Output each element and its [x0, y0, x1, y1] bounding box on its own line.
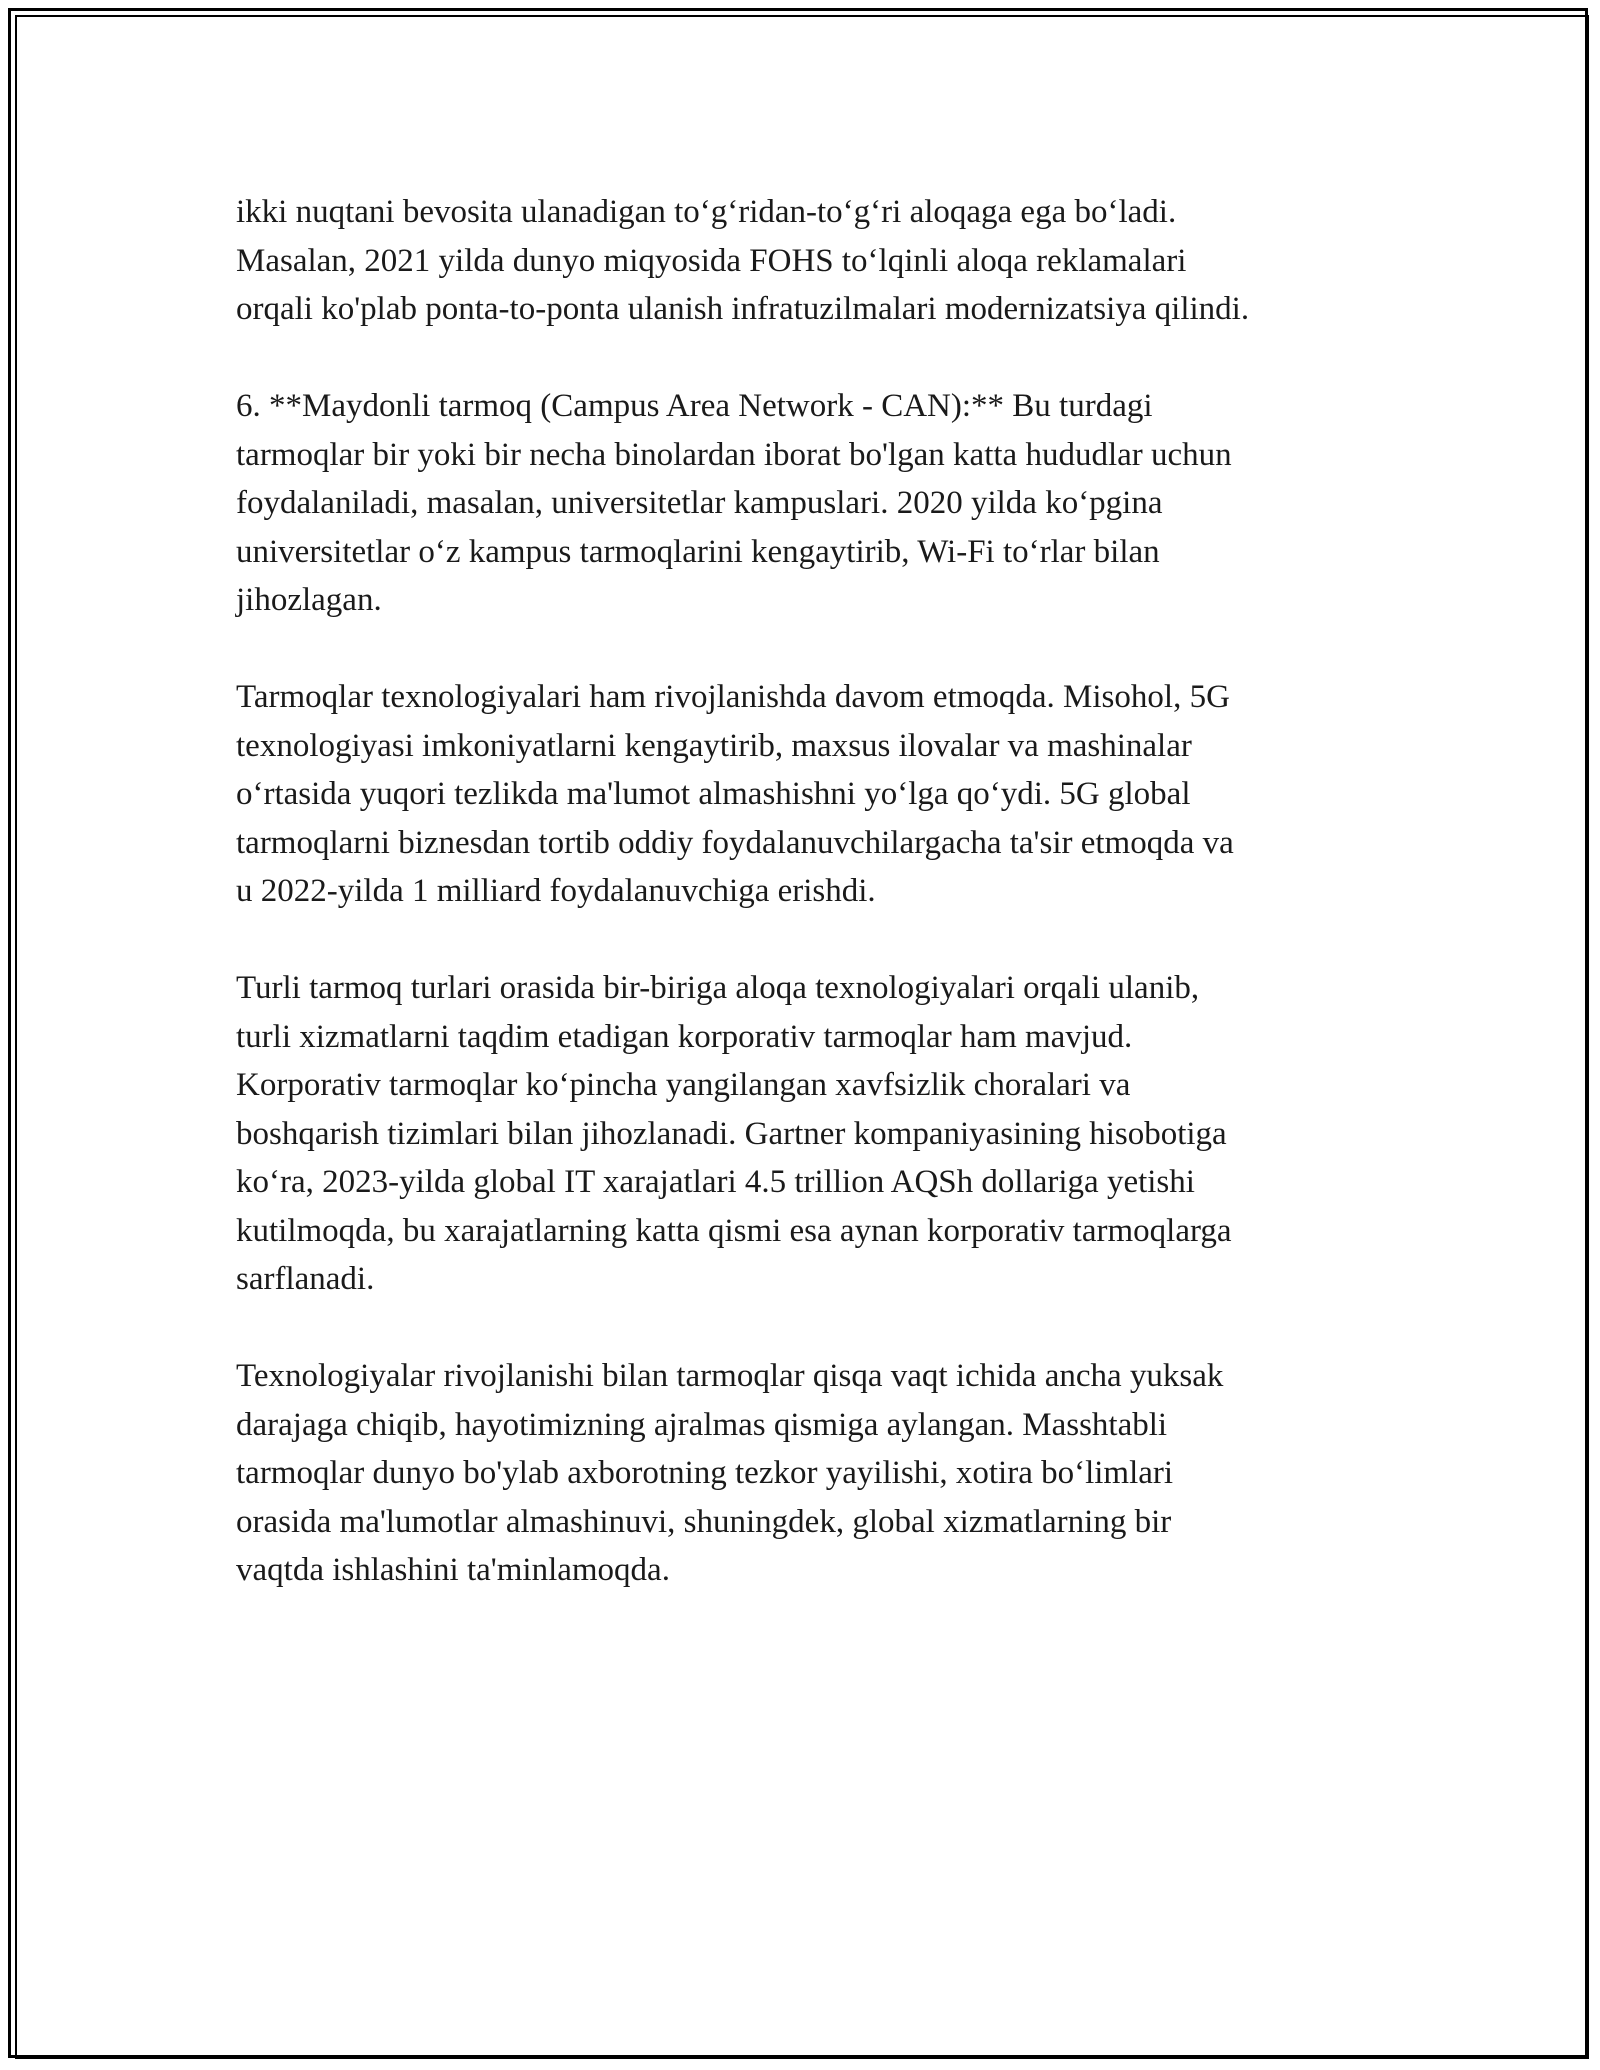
text-line: texnologiyasi imkoniyatlarni kengaytirib, maxsus ilovalar va mashinalar [236, 727, 1192, 764]
text-line: darajaga chiqib, hayotimizning ajralmas qismiga aylangan. Masshtabli [236, 1406, 1168, 1443]
paragraph-5 [236, 1352, 1376, 1595]
text-line: kutilmoqda, bu xarajatlarning katta qismi esa aynan korporativ tarmoqlarga [236, 1212, 1232, 1249]
text-line: orqali ko'plab ponta-to-ponta ulanish infratuzilmalari modernizatsiya qilindi. [236, 291, 1250, 327]
paragraph-1 [236, 188, 1376, 334]
text-line: orasida ma'lumotlar almashinuvi, shuningdek, global xizmatlarning bir [236, 1503, 1172, 1540]
text-line: sarflanadi. [236, 1261, 375, 1297]
text-line: ko‘ra, 2023-yilda global IT xarajatlari 4.5 trillion AQSh dollariga yetishi [236, 1164, 1195, 1200]
text-line: Masalan, 2021 yilda dunyo miqyosida FOHS to‘lqinli aloqa reklamalari [236, 242, 1187, 279]
text-line: tarmoqlarni biznesdan tortib oddiy foydalanuvchilargacha ta'sir etmoqda va [236, 824, 1234, 861]
text-line: tarmoqlar dunyo bo'ylab axborotning tezkor yayilishi, xotira bo‘limlari [236, 1455, 1174, 1491]
text-line: Tarmoqlar texnologiyalari ham rivojlanishda davom etmoqda. Misohol, 5G [236, 679, 1230, 715]
paragraph-3 [236, 673, 1376, 916]
document-body [236, 188, 1376, 1643]
text-line: Korporativ tarmoqlar ko‘pincha yangilangan xavfsizlik choralari va [236, 1067, 1131, 1103]
paragraph-4 [236, 964, 1376, 1304]
text-line: Turli tarmoq turlari orasida bir-biriga aloqa texnologiyalari orqali ulanib, [236, 970, 1200, 1006]
text-line: turli xizmatlarni taqdim etadigan korporativ tarmoqlar ham mavjud. [236, 1018, 1133, 1055]
text-line: vaqtda ishlashini ta'minlamoqda. [236, 1552, 670, 1588]
text-line: tarmoqlar bir yoki bir necha binolardan iborat bo'lgan katta hududlar uchun [236, 436, 1232, 473]
paragraph-2 [236, 382, 1376, 625]
text-line: boshqarish tizimlari bilan jihozlanadi. Gartner kompaniyasining hisobotiga [236, 1115, 1227, 1152]
text-line: ikki nuqtani bevosita ulanadigan to‘g‘ridan-to‘g‘ri aloqaga ega bo‘ladi. [236, 194, 1177, 230]
text-line: foydalaniladi, masalan, universitetlar kampuslari. 2020 yilda ko‘pgina [236, 485, 1163, 521]
text-line: jihozlagan. [236, 582, 382, 618]
text-line: Texnologiyalar rivojlanishi bilan tarmoqlar qisqa vaqt ichida ancha yuksak [236, 1358, 1224, 1394]
text-line: u 2022-yilda 1 milliard foydalanuvchiga erishdi. [236, 873, 876, 909]
text-line: universitetlar o‘z kampus tarmoqlarini kengaytirib, Wi-Fi to‘rlar bilan [236, 533, 1160, 570]
text-line: o‘rtasida yuqori tezlikda ma'lumot almashishni yo‘lga qo‘ydi. 5G global [236, 776, 1191, 812]
text-line: 6. **Maydonli tarmoq (Campus Area Network - CAN):** Bu turdagi [236, 388, 1153, 424]
